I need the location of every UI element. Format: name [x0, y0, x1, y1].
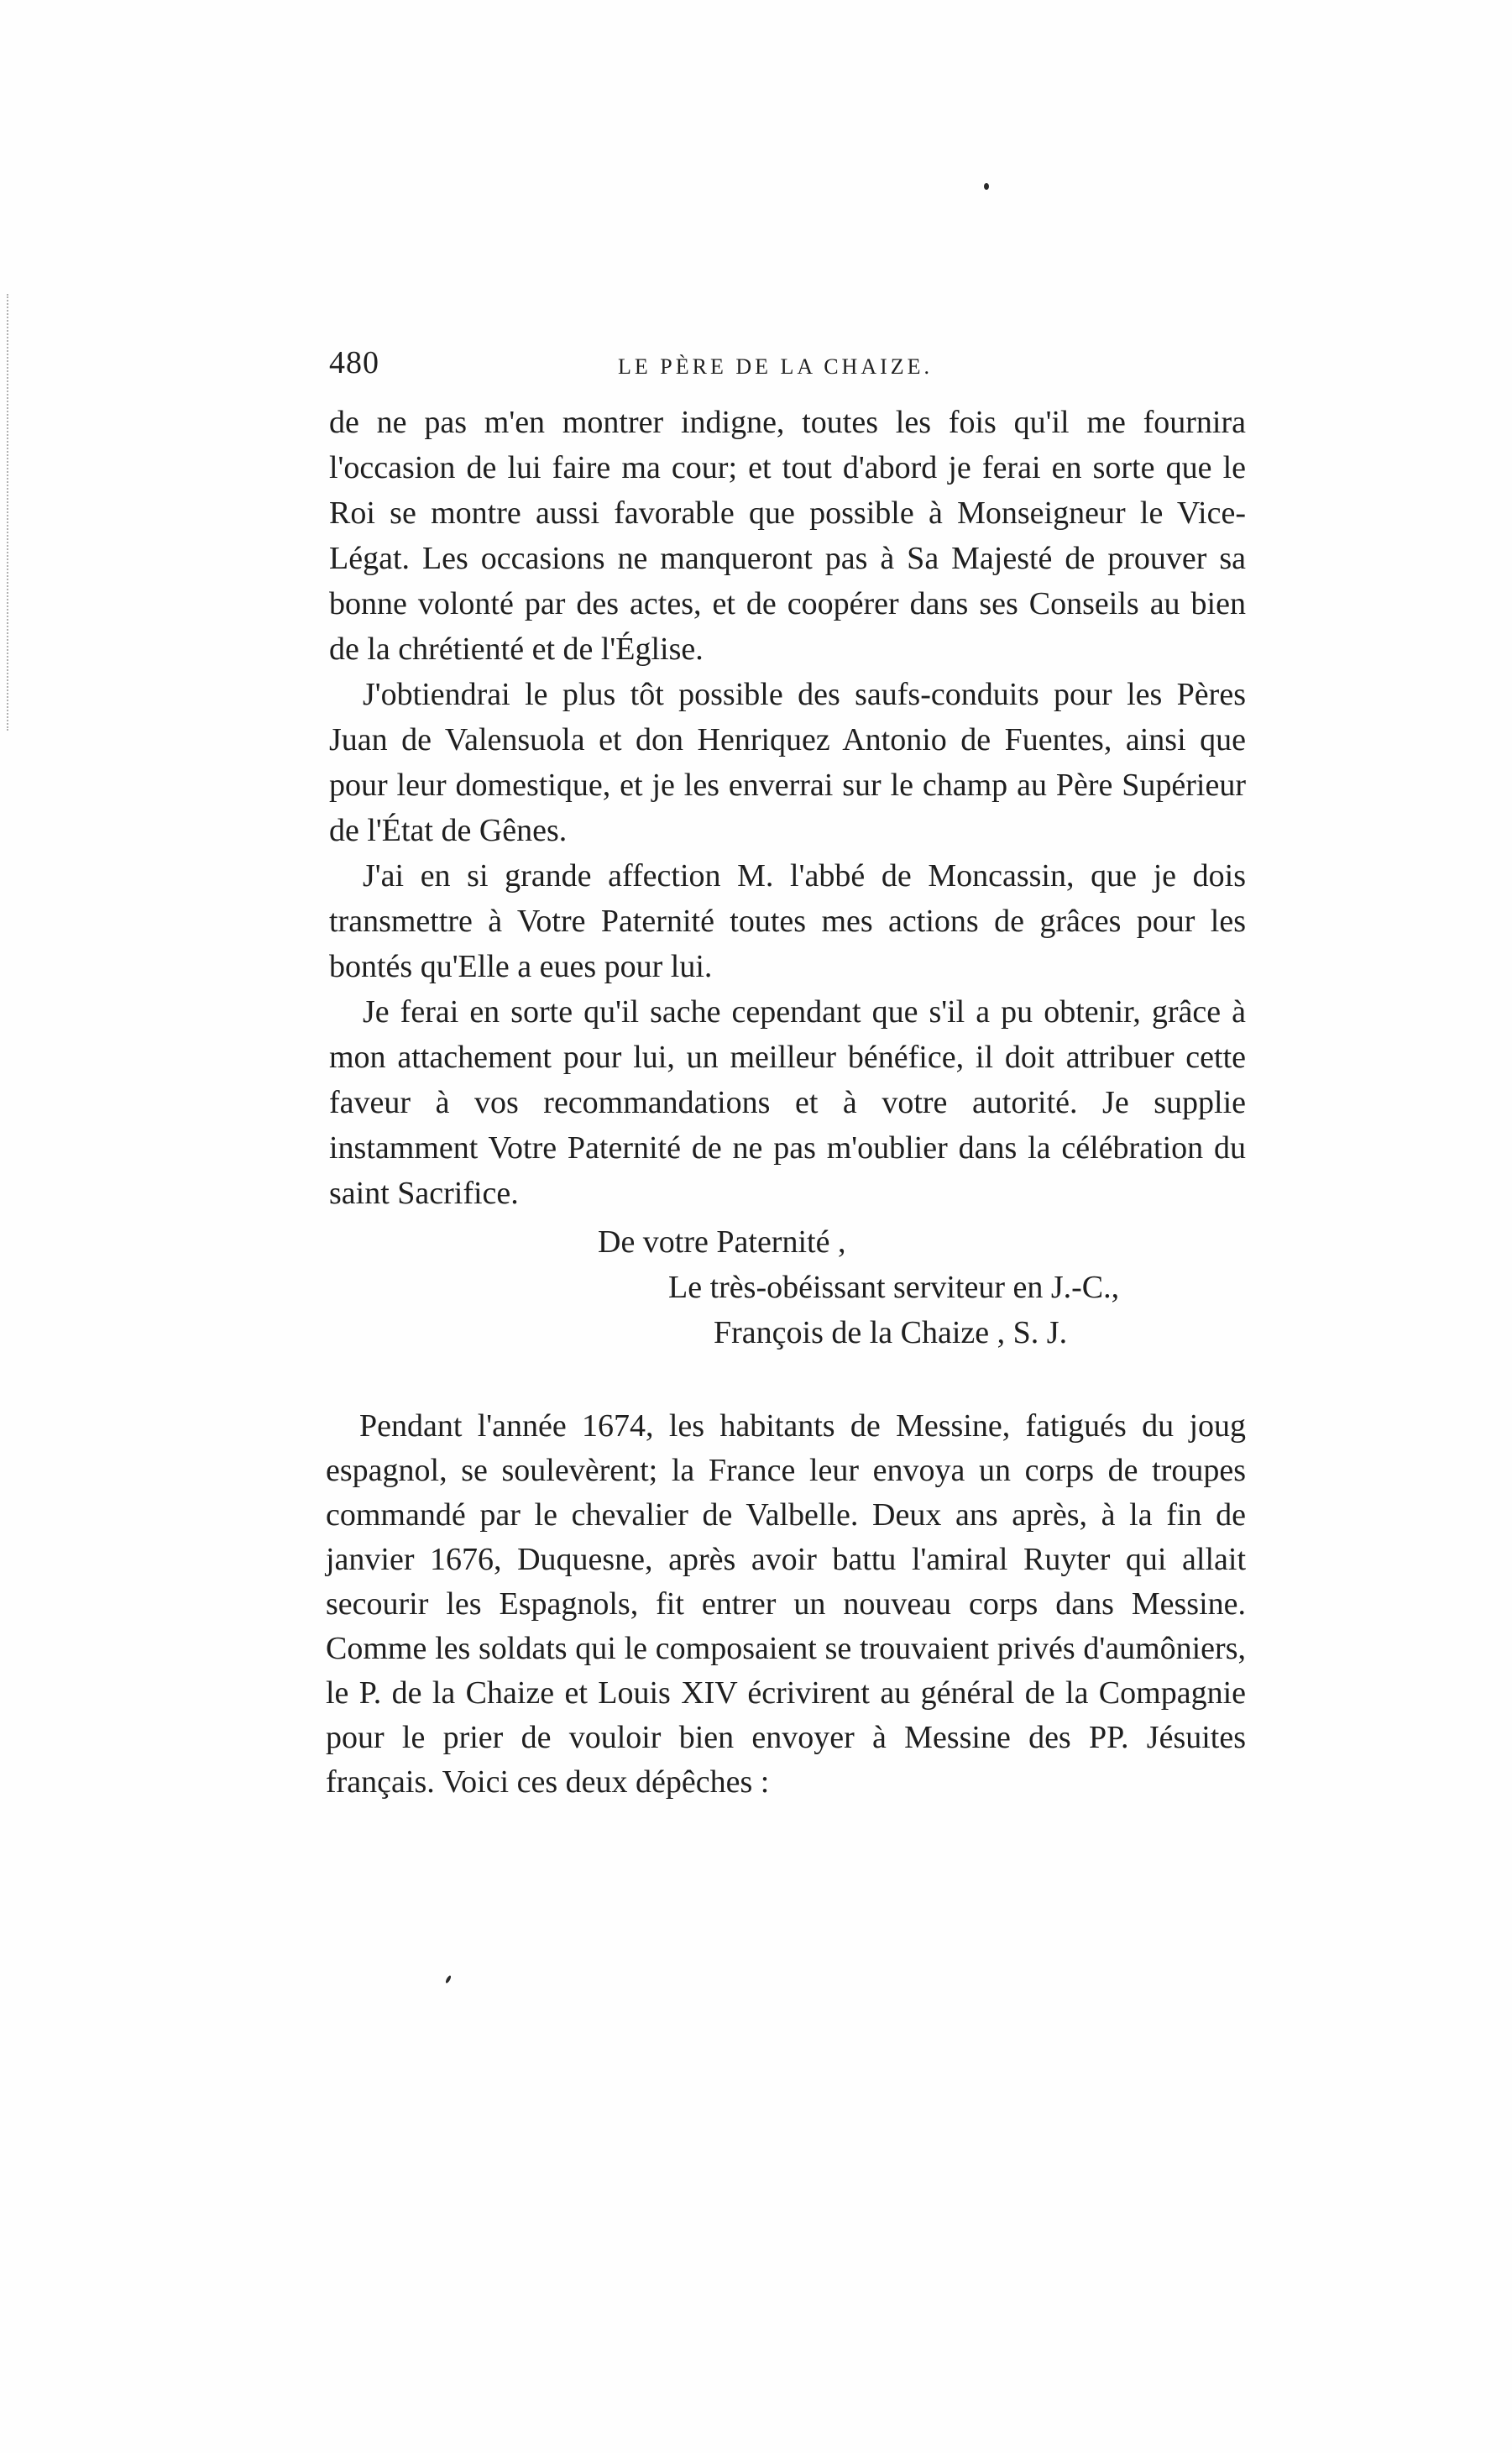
- running-title: LE PÈRE DE LA CHAIZE.: [618, 354, 934, 379]
- letter-servant-line: Le très-obéissant serviteur en J.-C.,: [668, 1270, 1120, 1305]
- narrative-paragraph: Pendant l'année 1674, les habitants de Messine, fatigués du joug espagnol, se soulevèrent; la France leur envoya un corps de troupes commandé par le chevalier de Valbelle. Deux ans après, à la fin de janvier 1676, Duquesne, après avoir battu l'amiral Ruyter qui allait secourir les Espagnols, fit entrer un nouveau corps dans Messine. Comme les soldats qui le composaient se trouvaient privés d'aumôniers, le P. de la Chaize et Louis XIV écrivirent au général de la Compagnie pour le prier de vouloir bien envoyer à Messine des PP. Jésuites français. Voici ces deux dépêches :: [326, 1408, 1246, 1800]
- ink-speck: [445, 1975, 452, 1984]
- letter-paragraph: Je ferai en sorte qu'il sache cependant que s'il a pu obtenir, grâce à mon attachement pour lui, un meilleur bénéfice, il doit attribuer cette faveur à vos recommandations et à votre autorité. Je supplie instamment Votre Paternité de ne pas m'oublier dans la célébration du saint Sacrifice.: [329, 994, 1246, 1211]
- page-number: 480: [329, 345, 379, 380]
- letter-paragraph: J'ai en si grande affection M. l'abbé de Moncassin, que je dois transmettre à Votre Paternité toutes mes actions de grâces pour les bontés qu'Elle a eues pour lui.: [329, 858, 1246, 984]
- scan-edge-marks: [7, 294, 10, 731]
- letter-closing: De votre Paternité ,: [598, 1224, 846, 1260]
- letter-body: [329, 400, 1246, 1216]
- letter-signature: François de la Chaize , S. J.: [714, 1315, 1068, 1350]
- page-header: [329, 344, 1227, 395]
- ink-speck: [984, 183, 989, 190]
- letter-paragraph: J'obtiendrai le plus tôt possible des saufs-conduits pour les Pères Juan de Valensuola et don Henriquez Antonio de Fuentes, ainsi que pour leur domestique, et je les enverrai sur le champ au Père Supérieur de l'État de Gênes.: [329, 677, 1246, 848]
- letter-paragraph: de ne pas m'en montrer indigne, toutes les fois qu'il me fournira l'occasion de lui faire ma cour; et tout d'abord je ferai en sorte que le Roi se montre aussi favorable que possible à Monseigneur le Vice-Légat. Les occasions ne manqueront pas à Sa Majesté de prouver sa bonne volonté par des actes, et de coopérer dans ses Conseils au bien de la chrétienté et de l'Église.: [329, 405, 1246, 667]
